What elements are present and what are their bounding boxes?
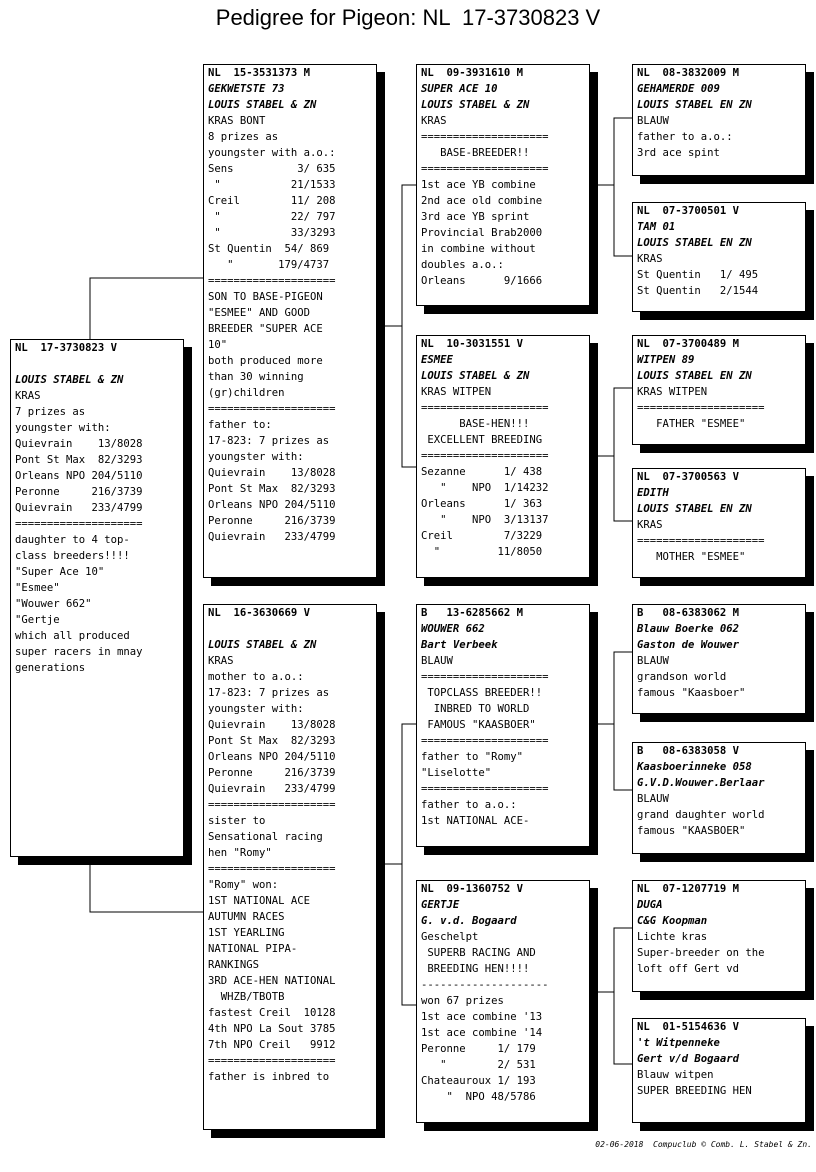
- connector-father-ff: [384, 185, 416, 326]
- ring-number: B 08-6383058 V: [637, 745, 740, 757]
- card-text-line: 7th NPO Creil 9912: [208, 1039, 336, 1051]
- card-text-line: Sensational racing: [208, 831, 323, 843]
- card-text-line: father to a.o.:: [637, 131, 733, 143]
- card-text-line: "ESMEE" AND GOOD: [208, 307, 311, 319]
- card-text-line: 1ST YEARLING: [208, 927, 285, 939]
- card-text-line: Quievrain 13/8028: [208, 719, 336, 731]
- pigeon-name: WOUWER 662: [421, 623, 485, 635]
- card-text-line: 10": [208, 339, 228, 351]
- connector-mm-mmm: [614, 992, 632, 1064]
- card-text-line: youngster with:: [208, 451, 304, 463]
- breeder-name: LOUIS STABEL & ZN: [208, 99, 317, 111]
- card-text-line: ====================: [15, 518, 143, 530]
- card-text-line: [15, 356, 179, 372]
- pigeon-card-mother: [203, 604, 377, 1130]
- breeder-name: C&G Koopman: [637, 915, 708, 927]
- pigeon-card-mf: [416, 604, 590, 847]
- breeder-name: G.V.D.Wouwer.Berlaar: [637, 777, 765, 789]
- card-text-line: Lichte kras: [637, 931, 708, 943]
- card-text-line: [208, 621, 372, 637]
- card-text-line: youngster with:: [208, 703, 304, 715]
- card-text-line: 17-823: 7 prizes as: [208, 687, 330, 699]
- card-text-line: WHZB/TBOTB: [208, 991, 285, 1003]
- card-text-line: Orleans 1/ 363: [421, 498, 543, 510]
- pigeon-name: DUGA: [637, 899, 663, 911]
- card-text-line: Creil 7/3229: [421, 530, 543, 542]
- card-text-line: Peronne 216/3739: [208, 767, 336, 779]
- card-text-line: AUTUMN RACES: [208, 911, 285, 923]
- connector-mm-mmf: [598, 928, 632, 992]
- card-text-line: than 30 winning: [208, 371, 304, 383]
- card-text-line: BLAUW: [421, 655, 453, 667]
- card-text-line: --------------------: [421, 979, 549, 991]
- card-text-line: INBRED TO WORLD: [421, 703, 530, 715]
- card-text-line: KRAS: [208, 655, 234, 667]
- card-text-line: ====================: [208, 1055, 336, 1067]
- card-text-line: father to "Romy": [421, 751, 524, 763]
- pigeon-card-mff: [632, 604, 806, 714]
- card-text-line: FAMOUS "KAASBOER": [421, 719, 536, 731]
- pigeon-card-ffm: [632, 202, 806, 312]
- card-text-line: Chateauroux 1/ 193: [421, 1075, 536, 1087]
- card-text-line: fastest Creil 10128: [208, 1007, 336, 1019]
- card-text-line: St Quentin 1/ 495: [637, 269, 759, 281]
- card-text-line: " 179/4737: [208, 259, 330, 271]
- pigeon-name: Blauw Boerke 062: [637, 623, 740, 635]
- card-text-line: ====================: [421, 671, 549, 683]
- card-text-line: mother to a.o.:: [208, 671, 304, 683]
- card-text-line: 3rd ace spint: [637, 147, 720, 159]
- card-text-line: BLAUW: [637, 793, 669, 805]
- card-text-line: loft off Gert vd: [637, 963, 740, 975]
- card-text-line: father is inbred to: [208, 1071, 330, 1083]
- card-text-line: " 2/ 531: [421, 1059, 536, 1071]
- breeder-name: LOUIS STABEL & ZN: [421, 370, 530, 382]
- card-text-line: "Wouwer 662": [15, 598, 92, 610]
- card-text-line: Orleans NPO 204/5110: [208, 499, 336, 511]
- card-text-line: sister to: [208, 815, 266, 827]
- card-text-line: Blauw witpen: [637, 1069, 714, 1081]
- card-text-line: Super-breeder on the: [637, 947, 765, 959]
- card-text-line: ====================: [421, 163, 549, 175]
- breeder-name: LOUIS STABEL & ZN: [208, 639, 317, 651]
- card-text-line: FATHER "ESMEE": [637, 418, 746, 430]
- connector-ff-ffm: [614, 185, 632, 256]
- card-text-line: Peronne 216/3739: [15, 486, 143, 498]
- card-text-line: ====================: [208, 403, 336, 415]
- card-text-line: grand daughter world: [637, 809, 765, 821]
- connector-fm-fmm: [614, 456, 632, 521]
- pigeon-name: EDITH: [637, 487, 669, 499]
- card-text-line: KRAS: [637, 253, 663, 265]
- card-text-line: 3RD ACE-HEN NATIONAL: [208, 975, 336, 987]
- card-text-line: father to:: [208, 419, 272, 431]
- pigeon-card-subject: [10, 339, 184, 857]
- card-text-line: SUPER BREEDING HEN: [637, 1085, 752, 1097]
- card-text-line: ====================: [421, 783, 549, 795]
- breeder-name: LOUIS STABEL EN ZN: [637, 99, 752, 111]
- pigeon-name: Kaasboerinneke 058: [637, 761, 752, 773]
- card-text-line: ====================: [637, 535, 765, 547]
- breeder-name: Gert v/d Bogaard: [637, 1053, 740, 1065]
- card-text-line: both produced more: [208, 355, 323, 367]
- card-text-line: 4th NPO La Sout 3785: [208, 1023, 336, 1035]
- connector-subject-mother: [90, 857, 203, 912]
- card-text-line: " 22/ 797: [208, 211, 336, 223]
- connector-mf-mfm: [614, 724, 632, 790]
- ring-number: NL 01-5154636 V: [637, 1021, 740, 1033]
- pigeon-name: ESMEE: [421, 354, 453, 366]
- card-text-line: ====================: [208, 863, 336, 875]
- card-text-line: father to a.o.:: [421, 799, 517, 811]
- breeder-name: G. v.d. Bogaard: [421, 915, 517, 927]
- ring-number: B 08-6383062 M: [637, 607, 740, 619]
- card-text-line: EXCELLENT BREEDING: [421, 434, 543, 446]
- card-text-line: TOPCLASS BREEDER!!: [421, 687, 543, 699]
- breeder-name: LOUIS STABEL & ZN: [421, 99, 530, 111]
- card-text-line: which all produced: [15, 630, 130, 642]
- card-text-line: RANKINGS: [208, 959, 260, 971]
- card-text-line: MOTHER "ESMEE": [637, 551, 746, 563]
- ring-number: NL 15-3531373 M: [208, 67, 311, 79]
- breeder-name: LOUIS STABEL EN ZN: [637, 503, 752, 515]
- card-text-line: "Esmee": [15, 582, 60, 594]
- card-text-line: Orleans NPO 204/5110: [15, 470, 143, 482]
- card-text-line: daughter to 4 top-: [15, 534, 130, 546]
- card-text-line: KRAS WITPEN: [421, 386, 492, 398]
- pigeon-card-fmf: [632, 335, 806, 445]
- card-text-line: " 33/3293: [208, 227, 336, 239]
- breeder-name: Bart Verbeek: [421, 639, 498, 651]
- card-text-line: Pont St Max 82/3293: [15, 454, 143, 466]
- connector-mf-mff: [598, 652, 632, 724]
- card-text-line: " NPO 48/5786: [421, 1091, 536, 1103]
- card-text-line: ====================: [208, 799, 336, 811]
- card-text-line: NATIONAL PIPA-: [208, 943, 298, 955]
- pigeon-card-mm: [416, 880, 590, 1123]
- card-text-line: BASE-BREEDER!!: [421, 147, 530, 159]
- card-text-line: grandson world: [637, 671, 727, 683]
- ring-number: B 13-6285662 M: [421, 607, 524, 619]
- footer-credit: 02-06-2018 Compuclub © Comb. L. Stabel & Zn.: [595, 1140, 812, 1149]
- card-text-line: ====================: [208, 275, 336, 287]
- pigeon-name: GEHAMERDE 009: [637, 83, 720, 95]
- card-text-line: ====================: [421, 735, 549, 747]
- card-text-line: ====================: [421, 131, 549, 143]
- card-text-line: BLAUW: [637, 655, 669, 667]
- card-text-line: Quievrain 13/8028: [208, 467, 336, 479]
- card-text-line: " NPO 3/13137: [421, 514, 549, 526]
- card-text-line: KRAS WITPEN: [637, 386, 708, 398]
- connector-subject-father: [90, 278, 203, 339]
- card-text-line: BASE-HEN!!!: [421, 418, 530, 430]
- card-text-line: Quievrain 233/4799: [15, 502, 143, 514]
- connector-ff-fff: [598, 118, 632, 185]
- card-text-line: 1ST NATIONAL ACE: [208, 895, 311, 907]
- card-text-line: " NPO 1/14232: [421, 482, 549, 494]
- card-text-line: won 67 prizes: [421, 995, 504, 1007]
- card-text-line: SON TO BASE-PIGEON: [208, 291, 323, 303]
- connector-mother-mf: [384, 724, 416, 864]
- card-text-line: 1st NATIONAL ACE-: [421, 815, 530, 827]
- card-text-line: St Quentin 54/ 869: [208, 243, 330, 255]
- ring-number: NL 09-3931610 M: [421, 67, 524, 79]
- card-text-line: 1st ace combine '14: [421, 1027, 543, 1039]
- card-text-line: youngster with:: [15, 422, 111, 434]
- pigeon-card-mfm: [632, 742, 806, 854]
- card-text-line: Creil 11/ 208: [208, 195, 336, 207]
- breeder-name: Gaston de Wouwer: [637, 639, 740, 651]
- card-text-line: Pont St Max 82/3293: [208, 735, 336, 747]
- card-text-line: BLAUW: [637, 115, 669, 127]
- pigeon-name: WITPEN 89: [637, 354, 695, 366]
- card-text-line: "Super Ace 10": [15, 566, 105, 578]
- card-text-line: Sezanne 1/ 438: [421, 466, 543, 478]
- card-text-line: " 21/1533: [208, 179, 336, 191]
- ring-number: NL 10-3031551 V: [421, 338, 524, 350]
- card-text-line: 2nd ace old combine: [421, 195, 543, 207]
- card-text-line: KRAS: [15, 390, 41, 402]
- card-text-line: ====================: [421, 450, 549, 462]
- card-text-line: Orleans 9/1666: [421, 275, 543, 287]
- connector-fm-fmf: [598, 388, 632, 456]
- card-text-line: KRAS: [421, 115, 447, 127]
- card-text-line: ====================: [421, 402, 549, 414]
- card-text-line: Quievrain 13/8028: [15, 438, 143, 450]
- pigeon-card-fff: [632, 64, 806, 176]
- card-text-line: 7 prizes as: [15, 406, 86, 418]
- card-text-line: youngster with a.o.:: [208, 147, 336, 159]
- breeder-name: LOUIS STABEL & ZN: [15, 374, 124, 386]
- card-text-line: 3rd ace YB sprint: [421, 211, 530, 223]
- card-text-line: Peronne 1/ 179: [421, 1043, 536, 1055]
- card-text-line: super racers in mnay: [15, 646, 143, 658]
- card-text-line: 17-823: 7 prizes as: [208, 435, 330, 447]
- card-text-line: "Gertje: [15, 614, 60, 626]
- card-text-line: "Romy" won:: [208, 879, 279, 891]
- connector-father-fm: [402, 326, 416, 467]
- ring-number: NL 07-1207719 M: [637, 883, 740, 895]
- card-text-line: generations: [15, 662, 86, 674]
- pigeon-card-fm: [416, 335, 590, 578]
- ring-number: NL 07-3700501 V: [637, 205, 740, 217]
- pigeon-name: 't Witpenneke: [637, 1037, 720, 1049]
- ring-number: NL 07-3700489 M: [637, 338, 740, 350]
- card-text-line: in combine without: [421, 243, 536, 255]
- card-text-line: St Quentin 2/1544: [637, 285, 759, 297]
- connector-mother-mm: [402, 864, 416, 1005]
- card-text-line: BREEDER "SUPER ACE: [208, 323, 323, 335]
- pigeon-card-ff: [416, 64, 590, 306]
- pigeon-card-mmf: [632, 880, 806, 992]
- pigeon-card-father: [203, 64, 377, 578]
- card-text-line: KRAS BONT: [208, 115, 266, 127]
- card-text-line: doubles a.o.:: [421, 259, 504, 271]
- pigeon-card-mmm: [632, 1018, 806, 1123]
- card-text-line: 8 prizes as: [208, 131, 279, 143]
- card-text-line: "Liselotte": [421, 767, 492, 779]
- pigeon-name: SUPER ACE 10: [421, 83, 498, 95]
- pigeon-card-fmm: [632, 468, 806, 578]
- card-text-line: BREEDING HEN!!!!: [421, 963, 530, 975]
- card-text-line: Geschelpt: [421, 931, 479, 943]
- breeder-name: LOUIS STABEL EN ZN: [637, 237, 752, 249]
- card-text-line: famous "Kaasboer": [637, 687, 746, 699]
- pigeon-name: GEKWETSTE 73: [208, 83, 285, 95]
- card-text-line: Peronne 216/3739: [208, 515, 336, 527]
- card-text-line: class breeders!!!!: [15, 550, 130, 562]
- ring-number: NL 07-3700563 V: [637, 471, 740, 483]
- card-text-line: KRAS: [637, 519, 663, 531]
- pigeon-name: TAM 01: [637, 221, 676, 233]
- card-text-line: Quievrain 233/4799: [208, 783, 336, 795]
- card-text-line: " 11/8050: [421, 546, 543, 558]
- card-text-line: Sens 3/ 635: [208, 163, 336, 175]
- pigeon-name: GERTJE: [421, 899, 460, 911]
- breeder-name: LOUIS STABEL EN ZN: [637, 370, 752, 382]
- card-text-line: 1st ace YB combine: [421, 179, 536, 191]
- card-text-line: ====================: [637, 402, 765, 414]
- ring-number: NL 09-1360752 V: [421, 883, 524, 895]
- page-title: Pedigree for Pigeon: NL 17-3730823 V: [215, 5, 601, 30]
- ring-number: NL 17-3730823 V: [15, 342, 118, 354]
- card-text-line: SUPERB RACING AND: [421, 947, 536, 959]
- card-text-line: Orleans NPO 204/5110: [208, 751, 336, 763]
- card-text-line: Provincial Brab2000: [421, 227, 543, 239]
- card-text-line: famous "KAASBOER": [637, 825, 746, 837]
- card-text-line: hen "Romy": [208, 847, 272, 859]
- ring-number: NL 08-3832009 M: [637, 67, 740, 79]
- ring-number: NL 16-3630669 V: [208, 607, 311, 619]
- card-text-line: 1st ace combine '13: [421, 1011, 543, 1023]
- card-text-line: Quievrain 233/4799: [208, 531, 336, 543]
- card-text-line: (gr)children: [208, 387, 285, 399]
- card-text-line: Pont St Max 82/3293: [208, 483, 336, 495]
